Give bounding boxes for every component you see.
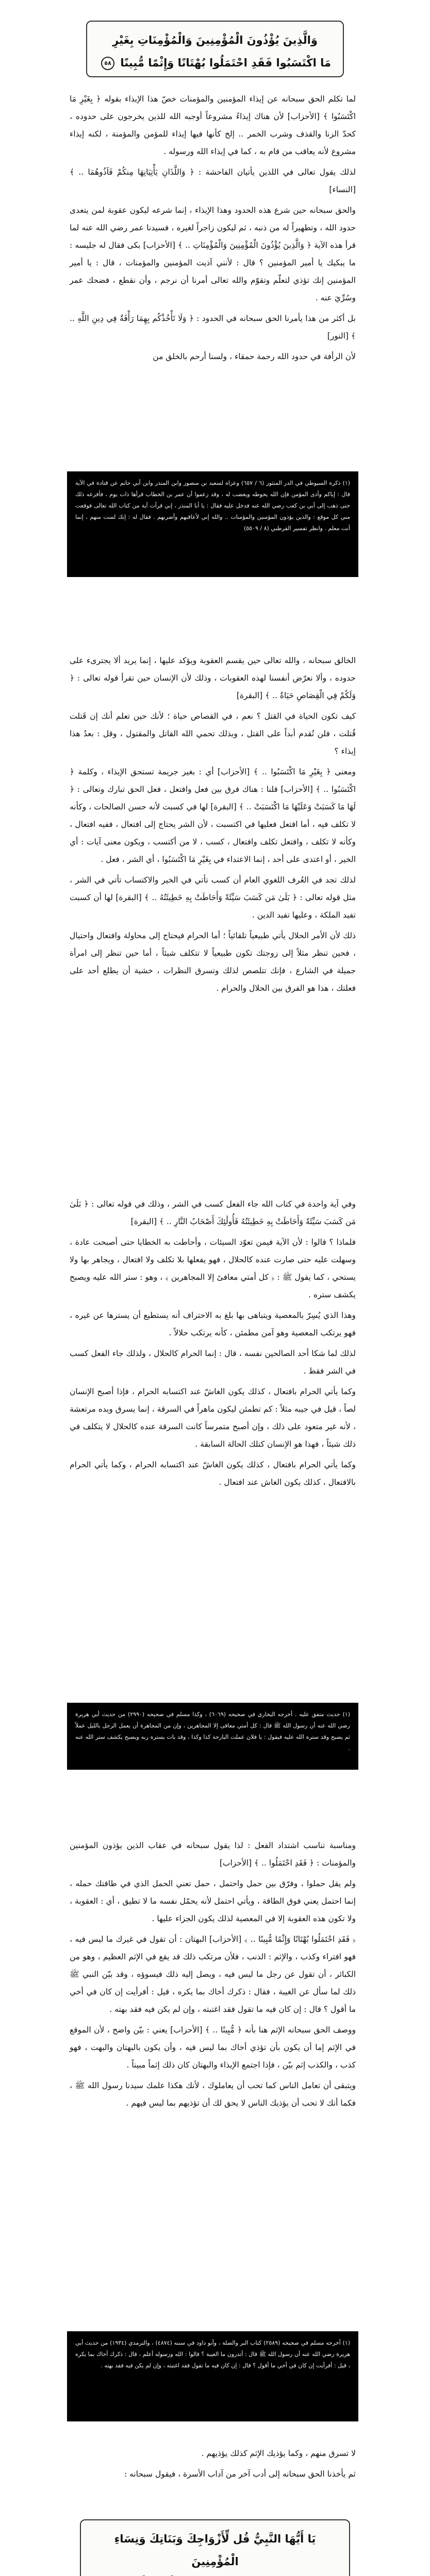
commentary-section-1 <box>70 90 356 368</box>
paragraph: لذلك تجد في العُرف اللغوي العام أن كسب تأتي في الخير والاكتساب تأتي في الشر ، مثل قوله تعالى : ﴿ بَلَىٰ مَن كَسَبَ سَيِّئَةً وَأَحَاطَتْ بِهِ خَطِيئَتُهُ .. ﴾ [البقرة] لها أن كسبت تفيد الملكة ، وعليها تفيد الدين . <box>70 875 356 920</box>
footer-verse-line-1: يَا أَيُّهَا النَّبِيُّ قُل لِّأَزْوَاجِكَ وَبَنَاتِكَ وَنِسَاءِ الْمُؤْمِنِينَ <box>114 2533 316 2568</box>
paragraph: لذلك يقول تعالى في اللذين يأتيان الفاحشة : ﴿ وَاللَّذَانِ يَأْتِيَانِهَا مِنكُمْ فَآذُوهُمَا .. ﴾ [النساء] <box>70 167 356 194</box>
footnote-text: (١) حديث متفق عليه . أخرجه البخاري في صحيحه (٦٠٦٩) ، وكذا مسلم في صحيحه (٢٩٩٠) من حديث أبي هريرة رضي الله عنه أن رسول الله ﷺ قال : كل أمتي معافى إلا المجاهرين ، وإن من المجاهرة أن يعمل الرجل بالليل عملاً ثم يصبح وقد ستره الله عليه فيقول : يا فلان عملت البارحة كذا وكذا ، وقد بات يستره ربه ويصبح يكشف ستر الله عنه . <box>75 1711 351 1752</box>
paragraph: ومعنى ﴿ بِغَيْرِ مَا اكْتَسَبُوا .. ﴾ [الأحزاب] أي : بغير جريمة تستحق الإيذاء ، وكلمة ﴿ اكْتَسَبُوا .. ﴾ [الأحزاب] قلنا : هناك فرق بين فعل وافتعل ، فعل الحق تبارك وتعالى : ﴿ لَهَا مَا كَسَبَتْ وَعَلَيْهَا مَا اكْتَسَبَتْ .. ﴾ [البقرة] لها في كسبت لأنه حسن الصالحات ، وكأنه لا تكلف فيه ، أما افتعل فعليها في اكتسبت ، لأن الشر يحتاج إلى افتعال ، ففيه افتعال ، وكأنه لا تكلف ، وافتعل تكلف وافتعال ، كسب ، لا من أكتسب ، ويكون معنى آيات : أي الخير ، أو اعتدى على أحد ، إنما الاعتداء في بِغَيْرِ مَا اكْتَسَبُوا ، أي الشر ، فعل . <box>70 767 356 864</box>
paragraph: لما تكلم الحق سبحانه عن إيذاء المؤمنين والمؤمنات خصّ هذا الإيذاء بقوله ﴿ بِغَيْرِ مَا اكْتَسَبُوا ﴾ [الأحزاب] لأن هناك إيذاءً مشروعاً أوجبه الله للذين يخرجون على حدوده ، كحدّ الزنا والقذف وشرب الخمر .. إلخ كأنها فيها إيذاء للمؤمن والمؤمنة ، لكنه إيذاء مشروع لأنه يعاقب من قام به ، كما في إيذاء الله ورسوله . <box>70 94 356 156</box>
header-verse-line-2-text: مَا اكْتَسَبُوا فَقَدِ احْتَمَلُوا بُهْتَانًا وَإِثْمًا مُّبِينًا <box>120 57 331 69</box>
paragraph: ولم يقل حملوا ، وفرّق بين حمل واحتمل ، حمل تعني الحمل الذي في طاقتك حمله ، إنما احتمل يعني فوق الطاقة ، ويأتي احتمل لأنه يحمّل نفسه ما لا تطيق ، أي : العقوبة ، ولا تكون هذه العقوبة إلا في المعصية لذلك يكون الجزاء عليها . <box>70 1879 356 1923</box>
footnote-box-3 <box>67 2331 358 2421</box>
paragraph: ثم يأخذنا الحق سبحانه إلى أدب آخر من آداب الأسرة ، فيقول سبحانه : <box>124 2469 356 2479</box>
paragraph: والحق سبحانه حين شرع هذه الحدود وهذا الإيذاء ، إنما شرعه ليكون عقوبة لمن يتعدى حدود الله ، وتطهيراً له من ذنبه ، ثم ليكون زاجراً لغيره ، فسيدنا عمر رضي الله عنه لما قرأ هذه الآية ﴿ وَالَّذِينَ يُؤْذُونَ الْمُؤْمِنِينَ وَالْمُؤْمِنَاتِ .. ﴾ [الأحزاب] بكى فقال له جليسه : ما يبكيك يا أمير المؤمنين ؟ قال : لأنني آذيت المؤمنين والمؤمنات ، قال : يا أمير المؤمنين إنك تؤذي لتعلّم وتقوّم والله تعالى أمرنا أن نرجم ، وأن نقطع ، فضحك عمر وسُرِّيَ عنه . <box>70 206 356 302</box>
header-verse-banner <box>86 21 344 77</box>
paragraph: ويتبقى أن تعامل الناس كما تحب أن يعاملوك ، لأنك هكذا علمك سيدنا رسول الله ﷺ ، فكما أنك لا تحب أن يؤذيك الناس لا يحق لك أن تؤذيهم بما ليس فيهم . <box>70 2081 356 2108</box>
paragraph: ذلك لأن الأمر الحلال يأتي طبيعياً تلقائياً ؛ أما الحرام فيحتاج إلى محاولة وافتعال واحتيال ، فحين تنظر مثلاً إلى زوجتك تكون طبيعياً لا تتكلف شيئاً ، أما حين تنظر إلى امرأة جميلة في الشارع ، فإنك تتلصص لذلك وتسرق النظرات ، خشية أن يطلع أحد على فعلتك ، هذا هو الفرق بين الحلال والحرام . <box>70 931 356 993</box>
paragraph: وفي آية واحدة في كتاب الله جاء الفعل كسب في الشر ، وذلك في قوله تعالى : ﴿ بَلَىٰ مَن كَسَبَ سَيِّئَةً وَأَحَاطَتْ بِهِ خَطِيئَتُهُ فَأُولَٰئِكَ أَصْحَابُ النَّارِ .. ﴾ [البقرة] <box>70 1199 356 1226</box>
paragraph: لا تسرق منهم ، وكما يؤذيك الإثم كذلك يؤذيهم . <box>201 2449 356 2458</box>
paragraph: فلماذا ؟ قالوا : لأن الآية فيمن تعوّد السيئات ، وأحاطت به الخطايا حتى أصبحت عادة ، وسهلت عليه حتى صارت عنده كالحلال ، فهو يفعلها بلا تكلف ولا افتعال ، ويجاهر بها ولا يستحي ، كما يقول ﷺ : ﴿ كل أمتي معافىً إلا المجاهرين ﴾ ، وهو : ستر الله عليه ويصبح يكشف ستره . <box>70 1238 356 1299</box>
footnote-box-2 <box>67 1703 358 1770</box>
header-verse-line-1: وَالَّذِينَ يُؤْذُونَ الْمُؤْمِنِينَ وَالْمُؤْمِنَاتِ بِغَيْرِ <box>112 34 318 46</box>
paragraph: بل أكثر من هذا يأمرنا الحق سبحانه في الحدود : ﴿ وَلَا تَأْخُذْكُم بِهِمَا رَأْفَةٌ فِي دِينِ اللَّهِ .. ﴾ [النور] <box>70 314 356 341</box>
footnote-text: (١) أخرجه مسلم في صحيحه (٢٥٨٩) كتاب البر والصلة ، وأبو داود في سننه (٤٨٧٤) ، والترمذي (١٩٣٤) من حديث أبي هريرة رضي الله عنه أن رسول الله ﷺ قال : أتدرون ما الغيبة ؟ قالوا : الله ورسوله أعلم ، قال : ذكرك أخاك بما يكره ، قيل : أفرأيت إن كان في أخي ما أقول ؟ قال : إن كان فيه ما تقول فقد اغتبته ، وإن لم يكن فيه فقد بهته . <box>75 2340 350 2369</box>
paragraph: وهذا الذي يُسِرّ بالمعصية ويتباهى بها بلغ به الاحتراف أنه يستطيع أن يسترها عن غيره ، فهو يرتكب المعصية وهو آمن مطمئن ، كأنه يرتكب حلالاً . <box>70 1311 356 1337</box>
footnote-text: (١) ذكره السيوطي في الدر المنثور (٦ / ٦٥٧) وعزاه لسعيد بن منصور وابن المنذر وابن أبي حاتم عن قتادة في الآية قال : إياكم وأذى المؤمن فإن الله يحوطه ويغضب له ، وقد زعموا أن عمر بن الخطاب قرأها ذات يوم ، فأفزعه ذلك حتى ذهب إلى أبي بن كعب رضي الله عنه فدخل عليه فقال : يا أبا المنذر ، إني قرأت آية من كتاب الله تعالى فوقعت مني كل موقع : والذين يؤذون المؤمنين والمؤمنات .. والله إني لأعاقبهم وأضربهم . فقال له : إنك لست منهم ، إنما أنت معلم . وانظر تفسير القرطبي (٨ / ٥٥٠٩) <box>75 480 350 532</box>
paragraph: ووصف الحق سبحانه الإثم هنا بأنه ﴿ مُّبِينًا .. ﴾ [الأحزاب] يعني : بيّن واضح ، لأن الموقع في الإثم إما أن يكون بأن تؤذي أخاك بما ليس فيه ، وأن يكون بالبهتان والبهت ، فهو كذب ، والكذب إثم بيّن ، فإذا اجتمع الإيذاء والبهتان كان ذلك إثماً مبيناً . <box>70 2025 356 2070</box>
commentary-section-3 <box>70 1195 356 1494</box>
paragraph: ﴿ فَقَدِ احْتَمَلُوا بُهْتَانًا وَإِثْمًا مُّبِينًا .. ﴾ [الأحزاب] البهتان : أن تقول في غيرك ما ليس فيه ، فهو افتراء وكذب ، والإثم : الذنب ، فلأن مرتكب ذلك قد يقع في الإثم العظيم ، وهو من الكبائر ، أن تقول عن رجل ما ليس فيه ، ويصل إليه ذلك فيسوؤه ، وقد بيّن النبي ﷺ ذلك لما سأل عن الغيبة ، فقال : ذكرك أخاك بما يكره ، قيل : أفرأيت إن كان في أخي ما أقول ؟ قال : إن كان فيه ما تقول فقد اغتبته ، وإن لم يكن فيه فقد بهته . <box>70 1935 356 2014</box>
paragraph: وكما يأتي الحرام بافتعال ، كذلك يكون الغاشّ عند اكتسابه الحرام ، فإذا أصبح الإنسان لصاً ، قيل في جيبه مثلاً : كم تطمئن ليكون ماهراً في السرقة ، إنما يسرق ويده مرتعشة ، لأنه غير متعود على ذلك ، وإن أصبح متمرساً كانت السرقة عنده كالحلال لا يتكلف في ذلك شيئاً ، فهذا هو الإنسان كتلك الحالة السابقة . <box>70 1387 356 1449</box>
header-verse-line-2 <box>97 52 333 74</box>
ayah-number-badge: ٥٨ <box>101 57 114 70</box>
paragraph: وكما يأتي الحرام بافتعال ، كذلك يكون الغاشّ عند اكتسابه الحرام ، وكما يأتي الحرام بالافتعال ، كذلك يكون الغاش عند افتعال . <box>70 1460 356 1487</box>
paragraph: الخالق سبحانه ، والله تعالى حين يقسم العقوبة ويؤكد عليها ، إنما يريد ألا يجترىء على حدوده ، وألا نعرّض أنفسنا لهذه العقوبات ، وذلك لأن الإنسان حين تقرأ قوله تعالى : ﴿ وَلَكُمْ فِي الْقِصَاصِ حَيَاةٌ .. ﴾ [البقرة] <box>70 656 356 700</box>
paragraph: لذلك لما شكا أحد الصالحين نفسه ، قال : إنما الحرام كالحلال ، ولذلك جاء الفعل كسب في الشر فقط . <box>70 1349 356 1376</box>
commentary-section-5 <box>70 2445 356 2486</box>
paragraph: ومناسبة تناسب اشتداد الفعل : لذا يقول سبحانه في عقاب الذين يؤذون المؤمنين والمؤمنات : ﴿ فَقَدِ احْتَمَلُوا .. ﴾ [الأحزاب] <box>70 1841 356 1868</box>
footnote-box-1 <box>67 471 358 577</box>
commentary-section-2 <box>70 652 356 1000</box>
commentary-section-4 <box>70 1837 356 2115</box>
paragraph: كيف تكون الحياة في القتل ؟ نعم ، في القصاص حياة ؛ لأنك حين تعلم أنك إن قَتلت قُتلت ، فلن تُقدم أبداً على القتل ، وبذلك تحمي الله القاتل والمقتول ، وقل : بعدُ هذا إيذاء ؟ <box>70 711 356 756</box>
footer-verse-banner <box>80 2519 350 2576</box>
footer-verse-line-2 <box>91 2573 339 2576</box>
paragraph: لأن الرأفة في حدود الله رحمة حمقاء ، ولسنا أرحم بالخلق من <box>153 352 356 361</box>
